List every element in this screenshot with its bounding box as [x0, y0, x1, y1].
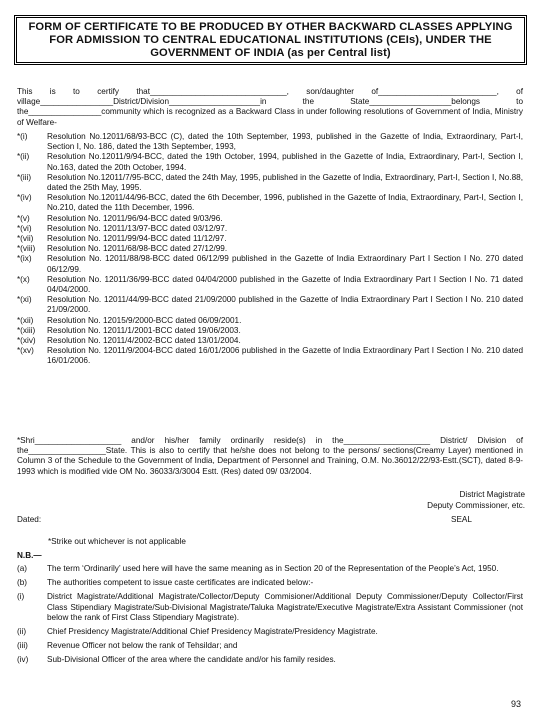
resolution-number: *(v): [17, 213, 30, 223]
note-item: [17, 564, 523, 574]
note-text: The term ‘Ordinarily’ used here will have the same meaning as in Section 20 of the Representation of the People’s Act, 1950.: [47, 564, 499, 573]
resolution-item: [17, 152, 523, 172]
resolution-text: Resolution No. 12015/9/2000-BCC dated 06/09/2001.: [47, 315, 242, 325]
certificate-title-box: [14, 15, 527, 65]
residence-paragraph: *Shri___________________ and/or his/her family ordinarily reside(s) in the___________________ District/ Division of the_________________State. This is also to certify that he/she does not belong to the persons/ sections(Creamy Layer) mentioned in Column 3 of the Schedule to the Government of India, Department of Personnel and Training, O.M. No.36012/22/93-Estt.(SCT), dated 8-9-1993 which is modified vide OM No. 36033/3/3004 Estt. (Res) dated 09/ 03/2004.: [17, 436, 523, 476]
resolution-text: Resolution No. 12011/96/94-BCC dated 9/03/96.: [47, 213, 223, 223]
note-number: (ii): [17, 627, 27, 637]
resolution-text: Resolution No.12011/44/96-BCC, dated the 6th December, 1996, published in the Gazette of India, Extraordinary, Part-I, Section I, No.210, dated the 11th December, 1996.: [47, 193, 523, 213]
note-text: Chief Presidency Magistrate/Additional Chief Presidency Magistrate/Presidency Magistrate.: [47, 627, 378, 637]
intro-paragraph: This is to certify that______________________________, son/daughter of__________________________, of village________________District/Division____________________in the State__________________belongs to the________________community which is recognized as a Backward Class in under following resolutions of Government of India, Ministry of Welfare-: [17, 87, 523, 127]
resolution-number: *(x): [17, 274, 30, 284]
dated-label: Dated:: [17, 515, 42, 524]
resolution-item: [17, 132, 523, 152]
note-number: (i): [17, 592, 25, 602]
strike-out-note: *Strike out whichever is not applicable: [48, 537, 186, 546]
resolution-text: Resolution No. 12011/44/99-BCC dated 21/09/2000 published in the Gazette of India Extraordinary Part I Section I No. 210 dated 21/09/2000.: [47, 295, 523, 315]
resolution-number: *(iii): [17, 172, 32, 182]
nb-label: N.B.—: [17, 551, 42, 560]
resolution-item: [17, 234, 523, 244]
resolution-item: [17, 326, 523, 336]
resolution-text: Resolution No.12011/9/94-BCC, dated the 19th October, 1994, published in the Gazette of India, Extraordinary, Part-I, Section I, No.163, dated the 20th October, 1994.: [47, 152, 523, 172]
resolution-number: *(ix): [17, 254, 32, 264]
resolution-text: Resolution No. 12011/9/2004-BCC dated 16/01/2006 published in the Gazette of India Extraordinary Part I Section I No. 210 dated 16/01/2006.: [47, 346, 523, 366]
resolution-item: [17, 336, 523, 346]
resolution-number: *(i): [17, 132, 28, 141]
page-number: 93: [511, 699, 522, 709]
notes-list: [17, 564, 523, 666]
resolution-list: [17, 132, 523, 367]
resolution-number: *(xiv): [17, 336, 36, 346]
resolution-number: *(xiii): [17, 325, 36, 335]
resolution-item: [17, 316, 523, 326]
resolution-number: *(ii): [17, 152, 30, 162]
signatory-line2: Deputy Commissioner, etc.: [427, 501, 525, 510]
resolution-number: *(xi): [17, 295, 32, 305]
note-number: (a): [17, 564, 28, 573]
resolution-text: Resolution No. 12011/13/97-BCC dated 03/12/97.: [47, 223, 228, 233]
resolution-text: Resolution No. 12011/99/94-BCC dated 11/12/97.: [47, 234, 227, 244]
resolution-number: *(xv): [17, 346, 34, 356]
note-item: [17, 627, 523, 637]
resolution-text: Resolution No. 12011/88/98-BCC dated 06/12/99 published in the Gazette of India Extraordinary Part I Section I No. 270 dated 06/12/99.: [47, 254, 523, 274]
note-item: [17, 655, 523, 665]
note-text: Sub-Divisional Officer of the area where the candidate and/or his family resides.: [47, 655, 336, 665]
note-number: (iii): [17, 641, 28, 651]
resolution-text: Resolution No.12011/7/95-BCC, dated the 24th May, 1995, published in the Gazette of India, Extraordinary, Part-I, Section I, No.88, dated the 25th May, 1995.: [47, 172, 523, 193]
resolution-text: Resolution No.12011/68/93-BCC (C), dated the 10th September, 1993, published in the Gazette of India, Extraordinary, Part-I, Section I, No. 186, dated the 13th September, 1993,: [47, 132, 523, 152]
resolution-text: Resolution No. 12011/4/2002-BCC dated 13/01/2004.: [47, 336, 241, 346]
resolution-text: Resolution No. 12011/68/98-BCC dated 27/12/99.: [47, 244, 228, 254]
note-text: District Magistrate/Additional Magistrate/Collector/Deputy Commisioner/Additional Deputy Commissioner/Deputy Collector/First Class Stipendiary Magistrate/Sub-Divisional Magistrate/Taluka Magistrate/Executive Magistrate/Extra Assistant Commissioner (not below the rank of First Class Stipendiary Magistrate).: [47, 592, 523, 622]
resolution-number: *(iv): [17, 193, 32, 203]
signatory-line1: District Magistrate: [459, 490, 525, 499]
resolution-text: Resolution No. 12011/36/99-BCC dated 04/04/2000 published in the Gazette of India Extraordinary Part I Section I No. 71 dated 04/04/2000.: [47, 274, 523, 295]
resolution-item: [17, 295, 523, 315]
resolution-item: [17, 254, 523, 274]
resolution-number: *(viii): [17, 244, 36, 254]
note-text: Revenue Officer not below the rank of Tehsildar; and: [47, 641, 238, 651]
note-item: [17, 592, 523, 623]
resolution-item: [17, 275, 523, 295]
resolution-item: [17, 346, 523, 366]
resolution-item: [17, 214, 523, 224]
resolution-item: [17, 244, 523, 254]
resolution-item: [17, 173, 523, 193]
note-item: [17, 578, 523, 588]
resolution-item: [17, 224, 523, 234]
note-number: (b): [17, 578, 28, 588]
note-text: The authorities competent to issue caste certificates are indicated below:-: [47, 578, 314, 588]
resolution-number: *(vi): [17, 223, 32, 233]
resolution-text: Resolution No. 12011/1/2001-BCC dated 19/06/2003.: [47, 325, 241, 335]
note-number: (iv): [17, 655, 29, 665]
signatory-block: [427, 489, 525, 511]
seal-label: SEAL: [451, 515, 472, 524]
resolution-number: *(vii): [17, 234, 34, 244]
note-item: [17, 641, 523, 651]
resolution-item: [17, 193, 523, 213]
certificate-title: FORM OF CERTIFICATE TO BE PRODUCED BY OTHER BACKWARD CLASSES APPLYING FOR ADMISSION TO CENTRAL EDUCATIONAL INSTITUTIONS (CEIs), UNDER THE GOVERNMENT OF INDIA (as per Central list): [28, 20, 513, 59]
resolution-number: *(xii): [17, 315, 34, 325]
